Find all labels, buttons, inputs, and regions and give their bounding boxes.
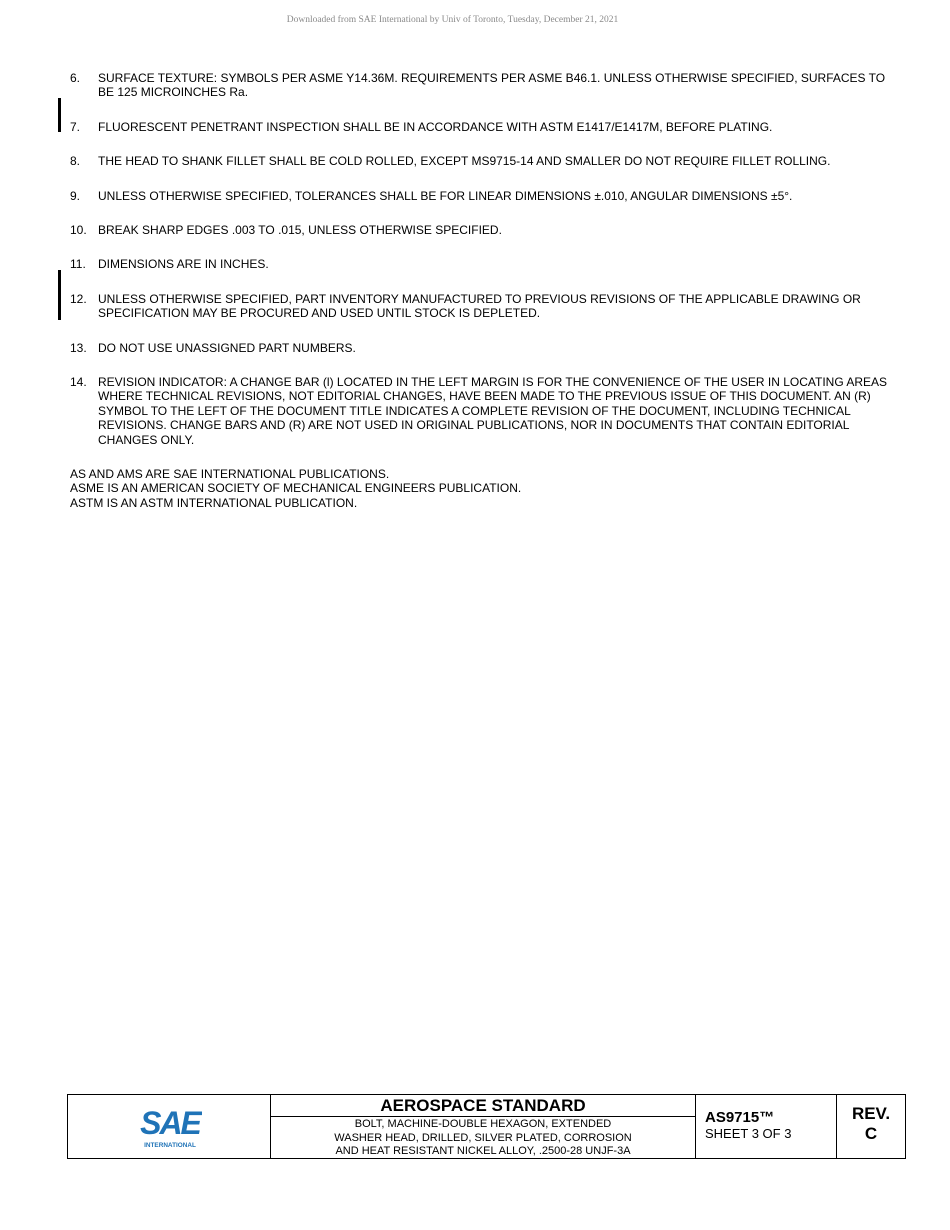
change-bar: [58, 98, 61, 132]
publication-line: ASTM IS AN ASTM INTERNATIONAL PUBLICATION.: [70, 495, 358, 510]
document-number: AS9715™: [705, 1109, 775, 1126]
note-text: DIMENSIONS ARE IN INCHES.: [98, 257, 269, 272]
note-number: 11.: [70, 257, 86, 272]
note-text: SURFACE TEXTURE: SYMBOLS PER ASME Y14.36M. REQUIREMENTS PER ASME B46.1. UNLESS OTHERWISE SPECIFIED, SURFACES TO BE 125 MICROINCHES Ra.: [98, 71, 886, 100]
title-cell: [271, 1095, 696, 1158]
note-text: FLUORESCENT PENETRANT INSPECTION SHALL BE IN ACCORDANCE WITH ASTM E1417/E1417M, BEFORE PLATING.: [98, 119, 773, 134]
description-line: AND HEAT RESISTANT NICKEL ALLOY, .2500-28 UNJF-3A: [335, 1145, 631, 1157]
note-number: 7.: [70, 119, 81, 134]
note-item: [70, 257, 900, 271]
sae-logo-wordmark: SAE: [140, 1105, 200, 1141]
sae-logo-subtext: INTERNATIONAL: [144, 1142, 196, 1149]
document-number-cell: [696, 1095, 837, 1158]
sae-international-logo-icon: [138, 1104, 202, 1150]
publication-line: ASME IS AN AMERICAN SOCIETY OF MECHANICAL ENGINEERS PUBLICATION.: [70, 481, 522, 496]
note-item: [70, 189, 900, 203]
revision-cell: [837, 1095, 905, 1158]
publications-list: [70, 467, 521, 510]
note-text: REVISION INDICATOR: A CHANGE BAR (l) LOCATED IN THE LEFT MARGIN IS FOR THE CONVENIENCE OF THE USER IN LOCATING AREAS WHERE TECHNICAL REVISIONS, NOT EDITORIAL CHANGES, HAVE BEEN MADE TO THE PREVIOUS ISSUE OF THIS DOCUMENT. AN (R) SYMBOL TO THE LEFT OF THE DOCUMENT TITLE INDICATES A COMPLETE REVISION OF THE DOCUMENT, INCLUDING TECHNICAL REVISIONS. CHANGE BARS AND (R) ARE NOT USED IN ORIGINAL PUBLICATIONS, NOR IN DOCUMENTS THAT CONTAIN EDITORIAL CHANGES ONLY.: [98, 375, 888, 447]
note-text: DO NOT USE UNASSIGNED PART NUMBERS.: [98, 340, 356, 355]
note-number: 10.: [70, 223, 87, 238]
note-text: UNLESS OTHERWISE SPECIFIED, TOLERANCES SHALL BE FOR LINEAR DIMENSIONS ±.010, ANGULAR DIMENSIONS ±5°.: [98, 188, 793, 203]
note-item: [70, 154, 900, 168]
note-text: THE HEAD TO SHANK FILLET SHALL BE COLD ROLLED, EXCEPT MS9715-14 AND SMALLER DO NOT REQUIRE FILLET ROLLING.: [98, 154, 831, 169]
logo-cell: [68, 1095, 271, 1158]
note-number: 14.: [70, 375, 87, 390]
note-text: BREAK SHARP EDGES .003 TO .015, UNLESS OTHERWISE SPECIFIED.: [98, 223, 502, 238]
publication-line: AS AND AMS ARE SAE INTERNATIONAL PUBLICATIONS.: [70, 467, 390, 481]
notes-list: [70, 71, 900, 467]
note-number: 6.: [70, 71, 81, 85]
title-block: [67, 1094, 906, 1159]
note-number: 8.: [70, 154, 81, 169]
revision-value: C: [864, 1124, 878, 1143]
note-item: [70, 71, 900, 100]
note-text: UNLESS OTHERWISE SPECIFIED, PART INVENTORY MANUFACTURED TO PREVIOUS REVISIONS OF THE APPLICABLE DRAWING OR SPECIFICATION MAY BE PROCURED AND USED UNTIL STOCK IS DEPLETED.: [98, 291, 861, 321]
note-number: 9.: [70, 188, 81, 203]
note-number: 12.: [70, 291, 87, 306]
revision-label: REV.: [851, 1104, 891, 1123]
description-line: BOLT, MACHINE-DOUBLE HEXAGON, EXTENDED: [354, 1118, 612, 1130]
note-item: [70, 375, 900, 447]
sheet-number: SHEET 3 OF 3: [705, 1126, 792, 1141]
note-item: [70, 341, 900, 355]
description-line: WASHER HEAD, DRILLED, SILVER PLATED, CORROSION: [334, 1131, 632, 1144]
part-description: [271, 1117, 695, 1159]
change-bar: [58, 270, 61, 320]
note-number: 13.: [70, 340, 87, 355]
note-item: [70, 120, 900, 134]
document-type-heading: AEROSPACE STANDARD: [271, 1095, 695, 1117]
note-item: [70, 292, 900, 321]
note-item: [70, 223, 900, 237]
download-watermark: Downloaded from SAE International by Univ of Toronto, Tuesday, December 21, 2021: [286, 15, 619, 25]
